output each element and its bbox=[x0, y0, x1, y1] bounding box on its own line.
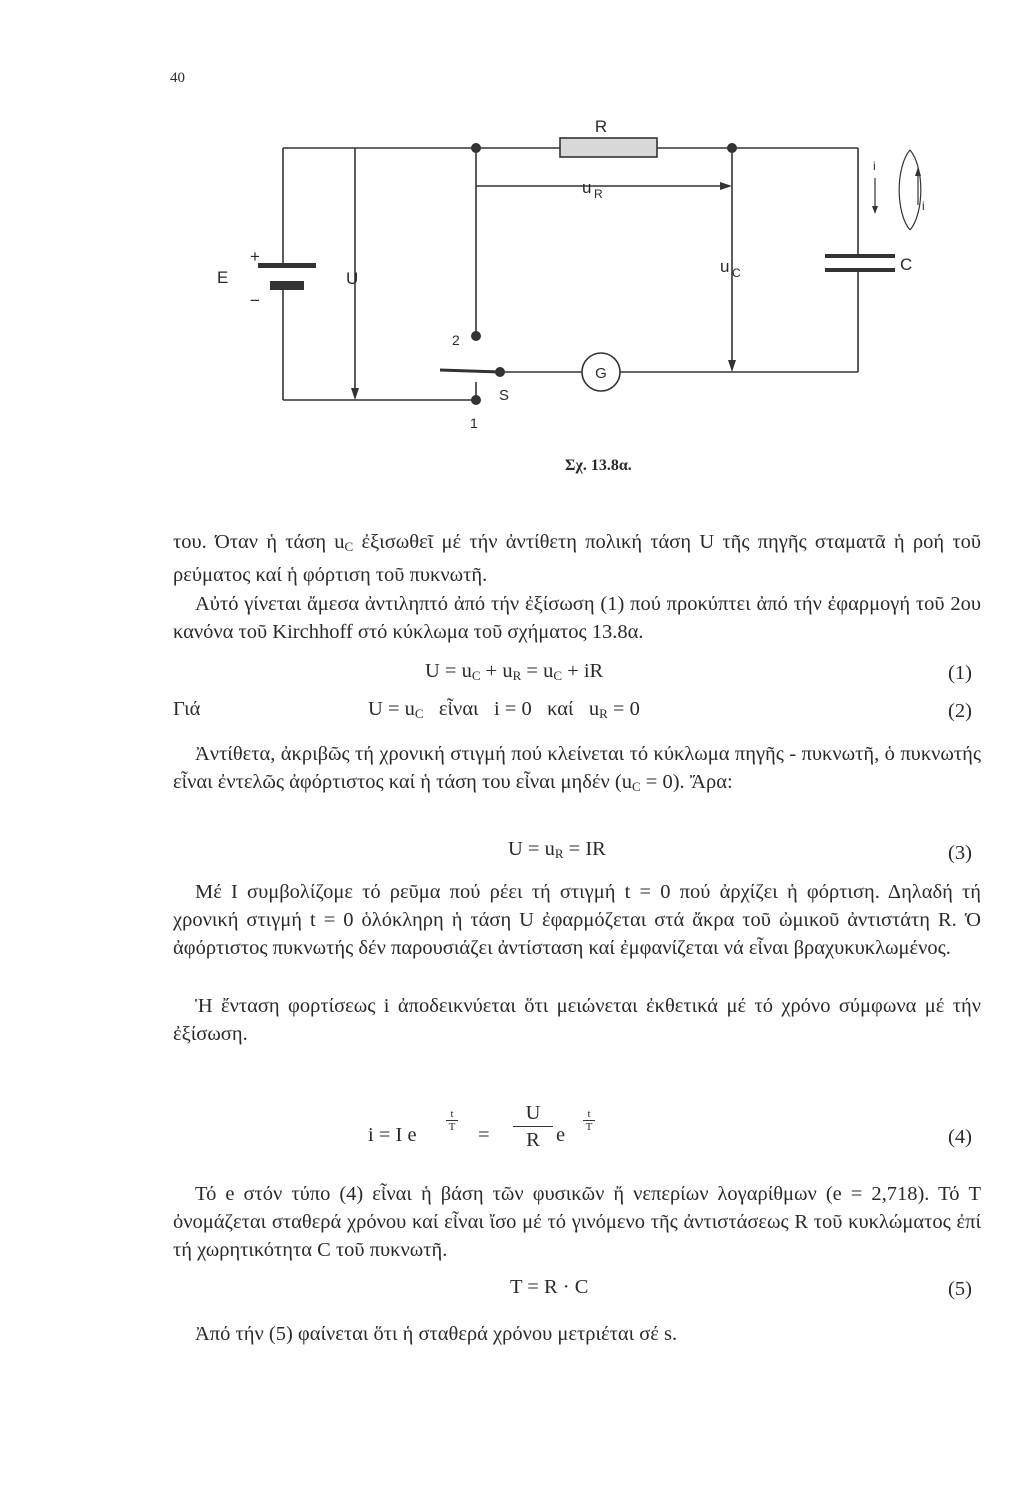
switch-blade bbox=[440, 370, 500, 372]
label-i-up: i bbox=[922, 199, 925, 213]
label-uR: u bbox=[582, 178, 592, 197]
paragraph-1: του. Όταν ἡ τάση $u_C$ ἐξισωθεῖ μέ τήν ἀντίθετη πολική τάση U τῆς πηγῆς σταματᾶ ἡ ροή τοῦ ρεύματος καί ἡ φόρτιση τοῦ πυκνωτῆ. bbox=[173, 531, 981, 586]
battery-short-plate bbox=[270, 281, 304, 290]
paragraph-6: Τό e στόν τύπο (4) εἶναι ἡ βάση τῶν φυσικῶν ἤ νεπερίων λογαρίθμων (e = 2,718). Τό T ὀνομάζεται σταθερά χρόνου καί εἶναι ἴσο μέ τό γινόμενο τῆς ἀντιστάσεως R τοῦ κυκλώματος ἐπί τή χωρητικότητα C τοῦ πυκνωτῆ. bbox=[173, 1183, 981, 1261]
exponent-1: $\frac{t}{T}$ bbox=[446, 1108, 458, 1133]
node-left bbox=[471, 143, 481, 153]
paragraph-4: Μέ I συμβολίζομε τό ρεῦμα πού ρέει τή στιγμή t = 0 πού ἀρχίζει ἡ φόρτιση. Δηλαδή τή χρονική στιγμή t = 0 ὁλόκληρη ἡ τάση U ἐφαρμόζεται στά ἄκρα τοῦ ὠμικοῦ ἀντιστάτη R. Ὁ ἀφόρτιστος πυκνωτής δέν παρουσιάζει ἀντίσταση καί ἐμφανίζεται νά εἶναι βραχυκυκλωμένος. bbox=[173, 881, 981, 959]
equation-4-equals: = bbox=[478, 1124, 490, 1146]
label-uC-sub: C bbox=[732, 266, 741, 280]
equation-2-number: (2) bbox=[948, 700, 972, 722]
node-right bbox=[727, 143, 737, 153]
label-E: E bbox=[217, 268, 229, 287]
terminal-1 bbox=[471, 395, 481, 405]
arrowhead-uC bbox=[728, 360, 736, 372]
switch-pivot bbox=[495, 367, 505, 377]
arrowhead-i-down bbox=[872, 206, 878, 214]
arrowhead-U bbox=[351, 388, 359, 400]
equation-3: $U = u_R$ = IR bbox=[508, 838, 606, 861]
arrowhead-i-up bbox=[915, 167, 921, 176]
label-S: S bbox=[499, 387, 510, 404]
label-uC: u bbox=[720, 257, 730, 276]
paragraph-2: Αὐτό γίνεται ἄμεσα ἀντιληπτό ἀπό τήν ἐξίσωση (1) πού προκύπτει ἀπό τήν ἐφαρμογή τοῦ 2ου κανόνα τοῦ Kirchhoff στό κύκλωμα τοῦ σχήματος 13.8α. bbox=[173, 593, 981, 643]
arrowhead-uR bbox=[720, 182, 732, 190]
equation-1: $U = u_C + u_R = u_C$ + iR bbox=[425, 660, 604, 683]
equation-4-lhs: i = I e bbox=[368, 1124, 417, 1146]
current-loop-right bbox=[910, 150, 921, 230]
label-G: G bbox=[595, 365, 607, 382]
paragraph-7: Ἀπό τήν (5) φαίνεται ὅτι ἡ σταθερά χρόνου μετριέται σέ s. bbox=[195, 1323, 678, 1345]
equation-4-number: (4) bbox=[948, 1126, 972, 1148]
label-i-down: i bbox=[873, 159, 876, 173]
equation-5-number: (5) bbox=[948, 1278, 972, 1300]
circuit-diagram bbox=[0, 0, 1030, 480]
battery-long-plate bbox=[258, 263, 316, 268]
label-terminal-2: 2 bbox=[452, 332, 460, 348]
capacitor-plate-top bbox=[825, 254, 895, 258]
equation-2-prefix: Γιά bbox=[173, 698, 201, 720]
label-uR-sub: R bbox=[594, 187, 603, 201]
resistor-symbol bbox=[560, 138, 657, 157]
label-U: U bbox=[346, 269, 359, 288]
terminal-2 bbox=[471, 331, 481, 341]
equation-1-number: (1) bbox=[948, 662, 972, 684]
equation-5: T = R · C bbox=[510, 1276, 589, 1298]
figure-caption: Σχ. 13.8α. bbox=[565, 457, 632, 474]
fraction-U-over-R: $\frac{U}{R}$ bbox=[513, 1100, 553, 1153]
equation-2: $U = u_C$ εἶναι i = 0 καί $u_R = 0$ bbox=[368, 698, 640, 721]
capacitor-plate-bottom bbox=[825, 268, 895, 272]
label-minus: − bbox=[250, 291, 260, 310]
paragraph-5: Ἡ ἔνταση φορτίσεως i ἀποδεικνύεται ὅτι μειώνεται ἐκθετικά μέ τό χρόνο σύμφωνα μέ τήν ἐξίσωση. bbox=[173, 995, 981, 1045]
paragraph-3: Ἀντίθετα, ἀκριβῶς τή χρονική στιγμή πού κλείνεται τό κύκλωμα πηγῆς - πυκνωτῆ, ὁ πυκνωτής εἶναι ἐντελῶς ἀφόρτιστος καί ἡ τάση του εἶναι μηδέν $(u_C = 0)$. Ἄρα: bbox=[173, 743, 981, 794]
label-plus: + bbox=[250, 247, 260, 266]
equation-4-e: e bbox=[556, 1124, 566, 1146]
exponent-2: $\frac{t}{T}$ bbox=[583, 1108, 595, 1133]
label-C: C bbox=[900, 255, 913, 274]
page-number: 40 bbox=[170, 70, 185, 86]
label-terminal-1: 1 bbox=[470, 415, 478, 431]
label-R: R bbox=[594, 117, 608, 136]
current-loop-left bbox=[899, 150, 910, 230]
equation-3-number: (3) bbox=[948, 842, 972, 864]
